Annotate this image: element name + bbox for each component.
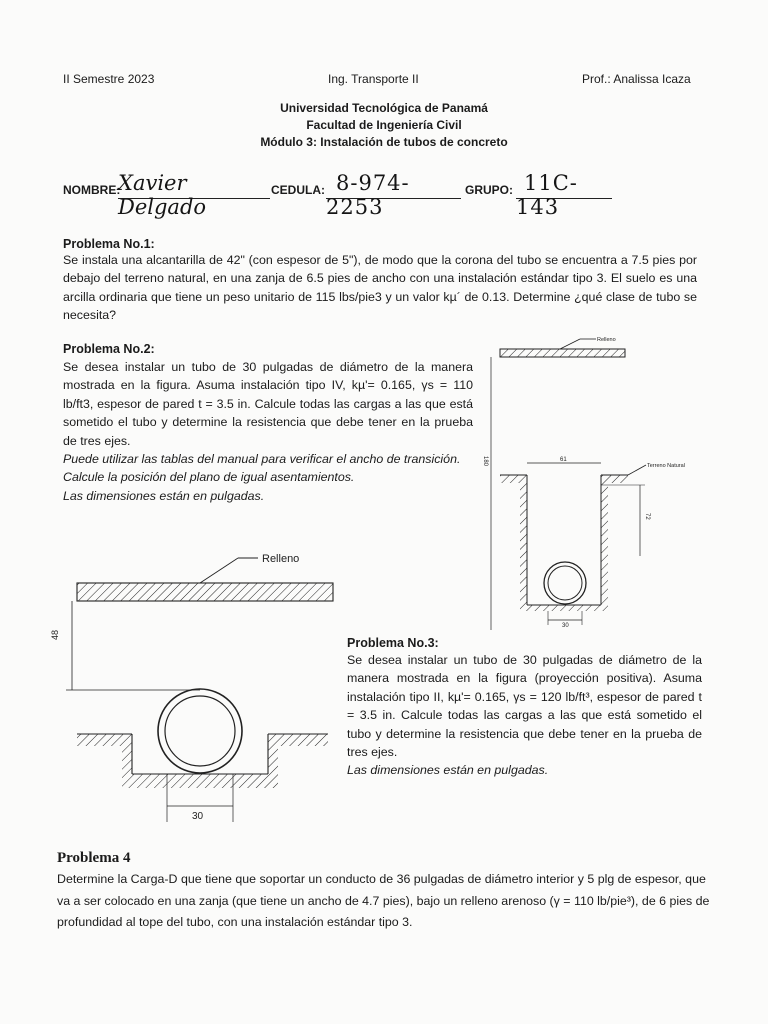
id-field[interactable]	[326, 171, 461, 219]
problem-2-note-1: Puede utilizar las tablas del manual para verificar el ancho de transición.	[63, 452, 461, 467]
projection-ground-right	[268, 734, 328, 746]
problem-3-text: Se desea instalar un tubo de 30 pulgadas de diámetro de la manera mostrada en la figura (proyección positiva). Asuma instalación tipo II, kµ'= 0.165, γs = 120 lb/ft³, espesor de pared t = 3.5 in. Calcule todas las cargas a las que está sometido el tubo y determine la resistencia que debe tener en la prueba de tres ejes.	[347, 653, 702, 760]
problem-3-note: Las dimensiones están en pulgadas.	[347, 763, 549, 778]
group-field[interactable]	[516, 171, 612, 219]
projection-pipe-dim: 30	[192, 811, 204, 822]
problem-2-block	[63, 358, 473, 505]
trench-figure	[470, 332, 730, 632]
trench-relleno-label: Relleno	[597, 337, 616, 343]
trench-pipe-dim: 30	[562, 623, 569, 629]
projection-figure	[40, 545, 340, 830]
university-name: Universidad Tecnológica de Panamá	[280, 101, 488, 115]
problem-2-text: Se desea instalar un tubo de 30 pulgadas de diámetro de la manera mostrada en la figura. Asuma instalación tipo IV, kµ'= 0.165, γs = 110 lb/ft3, espesor de pared t = 3.5 in. Calcule todas las cargas a las que está sometido el tubo y determine la resistencia que debe tener en la prueba de tres ejes.	[63, 360, 473, 448]
problem-4-text: Determine la Carga-D que tiene que soportar un conducto de 36 pulgadas de diámetro interior y 5 plg de espesor, que va a ser colocado en una zanja (que tiene un ancho de 4.7 pies), bajo un relleno arenoso (γ = 110 lb/pie³), de 6 pies de profundidad al tope del tubo, con una instalación estándar tipo 3.	[57, 872, 710, 929]
problem-3-title: Problema No.3:	[347, 636, 439, 650]
projection-pipe-inner	[165, 696, 235, 766]
projection-pipe-outer	[158, 689, 242, 773]
module-title: Módulo 3: Instalación de tubos de concreto	[260, 135, 508, 149]
projection-relleno-label: Relleno	[262, 553, 300, 565]
trench-pipe-inner	[548, 566, 582, 600]
problem-2-note-2: Calcule la posición del plano de igual asentamientos.	[63, 470, 355, 485]
ground-left	[500, 475, 527, 483]
problem-2-title: Problema No.2:	[63, 342, 155, 356]
trench-width-dim: 61	[560, 457, 567, 463]
group-label: GRUPO:	[465, 183, 513, 197]
semester-label: II Semestre 2023	[63, 72, 155, 86]
terreno-natural-label: Terreno Natural	[647, 463, 685, 469]
problem-1-title: Problema No.1:	[63, 237, 155, 251]
projection-ground-left	[77, 734, 132, 746]
trench-height-dim: 180	[482, 456, 488, 467]
ground-right	[601, 475, 628, 483]
id-value: 8-974-2253	[326, 171, 410, 219]
group-value: 11C-143	[516, 171, 578, 219]
trench-fill-surface	[500, 349, 625, 357]
projection-fill-surface	[77, 583, 333, 601]
name-field[interactable]	[118, 171, 270, 219]
name-label: NOMBRE:	[63, 183, 121, 197]
id-label: CEDULA:	[271, 183, 325, 197]
professor-label: Prof.: Analissa Icaza	[582, 72, 691, 86]
course-label: Ing. Transporte II	[328, 72, 419, 86]
problem-1-text: Se instala una alcantarilla de 42" (con espesor de 5"), de modo que la corona del tubo se encuentra a 7.5 pies por debajo del terreno natural, en una zanja de 6.5 pies de ancho con una instalación estándar tipo 3. El suelo es una arcilla ordinaria que tiene un peso unitario de 115 lbs/pie3 y un valor kµ´ de 0.13. Determine ¿qué clase de tubo se necesita?	[63, 253, 697, 323]
faculty-name: Facultad de Ingeniería Civil	[306, 118, 462, 132]
trench-pipe-outer	[544, 562, 586, 604]
name-value: Xavier Delgado	[118, 171, 207, 219]
projection-height-dim: 48	[50, 629, 60, 640]
problem-4-title: Problema 4	[57, 850, 131, 866]
trench-depth-dim: 72	[644, 513, 650, 520]
problem-2-note-3: Las dimensiones están en pulgadas.	[63, 488, 265, 503]
problem-3-block	[347, 651, 702, 780]
